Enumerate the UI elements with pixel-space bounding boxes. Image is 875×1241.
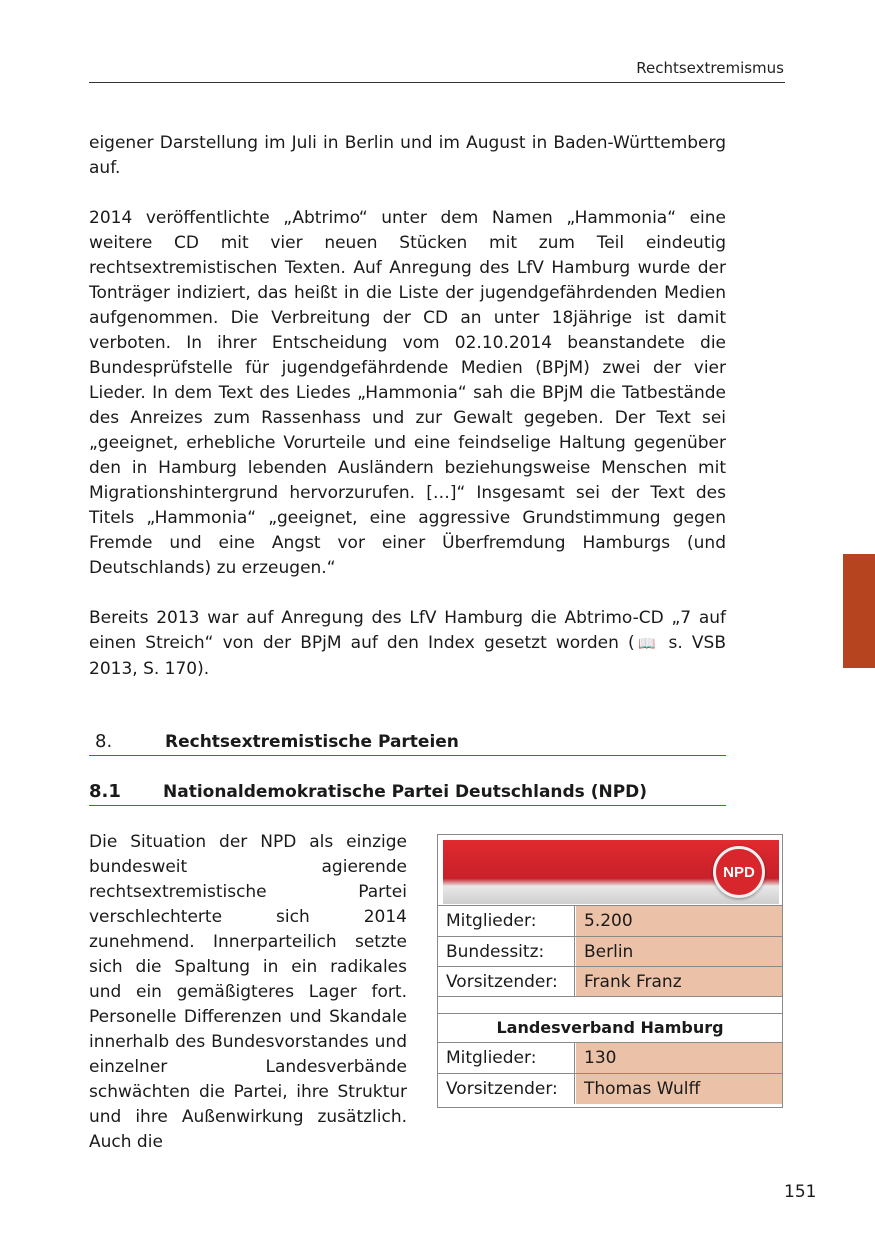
row-key: Vorsitzender: — [438, 1074, 575, 1104]
row-value: Thomas Wulff — [576, 1074, 782, 1104]
paragraph-2: 2014 veröffentlichte „Abtrimo“ unter dem Namen „Hammonia“ eine weitere CD mit vier neuen Stücken mit zum Teil eindeutig rechtsextremistischen Texten. Auf Anregung des LfV Hamburg wurde der Tonträger indiziert, das heißt in die Liste der jugendgefährdenden Medien aufgenommen. Die Verbreitung der CD an unter 18jährige ist damit verboten. In ihrer Entscheidung vom 02.10.2014 beanstandete die Bundesprüfstelle für jugendgefährdende Medien (BPjM) zwei der vier Lieder. In dem Text des Liedes „Hammonia“ sah die BPjM die Tatbestände des Anreizes zum Rassenhass und zur Gewalt gegeben. Der Text sei „geeignet, erhebliche Vorurteile und eine feindselige Haltung gegenüber den in Hamburg lebenden Ausländern beziehungsweise Menschen mit Migrationshintergrund hervorzurufen. […]“ Insgesamt sei der Text des Titels „Hammonia“ „geeignet, eine aggressive Grundstimmung gegen Fremde und eine Angst vor einer Überfremdung Hamburgs (und Deutschlands) zu erzeugen.“ — [89, 208, 726, 578]
infobox-row — [438, 905, 782, 936]
infobox-spacer — [438, 996, 782, 1013]
row-key: Bundessitz: — [438, 937, 575, 967]
infobox-row — [438, 1073, 782, 1104]
npd-paragraph: Die Situation der NPD als einzige bundesweit agierende rechtsextremistische Partei verschlechterte sich 2014 zunehmend. Innerparteilich setzte sich die Spaltung in ein radikales und ein gemäßigteres Lager fort. Personelle Differenzen und Skandale innerhalb des Bundesvorstandes und einzelner Landesverbände schwächten die Partei, ihre Struktur und ihre Außenwirkung zusätzlich. Auch die — [89, 832, 407, 1152]
section-heading-8 — [89, 729, 726, 756]
paragraph-3-text-a: Bereits 2013 war auf Anregung des LfV Hamburg die Abtrimo-CD „7 auf einen Streich“ von der BPjM auf den Index gesetzt worden ( — [89, 608, 726, 653]
row-value: 5.200 — [576, 906, 782, 936]
subsection-title: Nationaldemokratische Partei Deutschlands (NPD) — [163, 782, 648, 802]
infobox-row — [438, 936, 782, 967]
section-number: 8. — [95, 731, 113, 752]
infobox-row — [438, 966, 782, 997]
npd-logo: NPD — [713, 846, 765, 898]
row-key: Vorsitzender: — [438, 967, 575, 997]
page-number: 151 — [784, 1182, 817, 1202]
npd-banner — [443, 840, 779, 904]
paragraph-3-text-b: s. VSB 2013, S. 170). — [89, 633, 726, 679]
npd-infobox — [437, 834, 783, 1108]
row-key: Mitglieder: — [438, 1043, 575, 1073]
infobox-subtitle: Landesverband Hamburg — [438, 1013, 782, 1044]
chapter-tab — [843, 554, 875, 668]
header-rule — [89, 82, 785, 83]
section-heading-8-1 — [89, 779, 726, 806]
paragraph-3 — [89, 606, 726, 682]
section-title: Rechtsextremistische Parteien — [165, 732, 459, 752]
subsection-number: 8.1 — [89, 781, 121, 802]
paragraph-1: eigener Darstellung im Juli in Berlin und im August in Baden-Württemberg auf. — [89, 133, 726, 178]
row-key: Mitglieder: — [438, 906, 575, 936]
book-icon: 📖 — [634, 636, 660, 652]
running-header: Rechtsextremismus — [636, 59, 784, 77]
row-value: Frank Franz — [576, 967, 782, 997]
row-value: Berlin — [576, 937, 782, 967]
row-value: 130 — [576, 1043, 782, 1073]
infobox-row — [438, 1042, 782, 1073]
